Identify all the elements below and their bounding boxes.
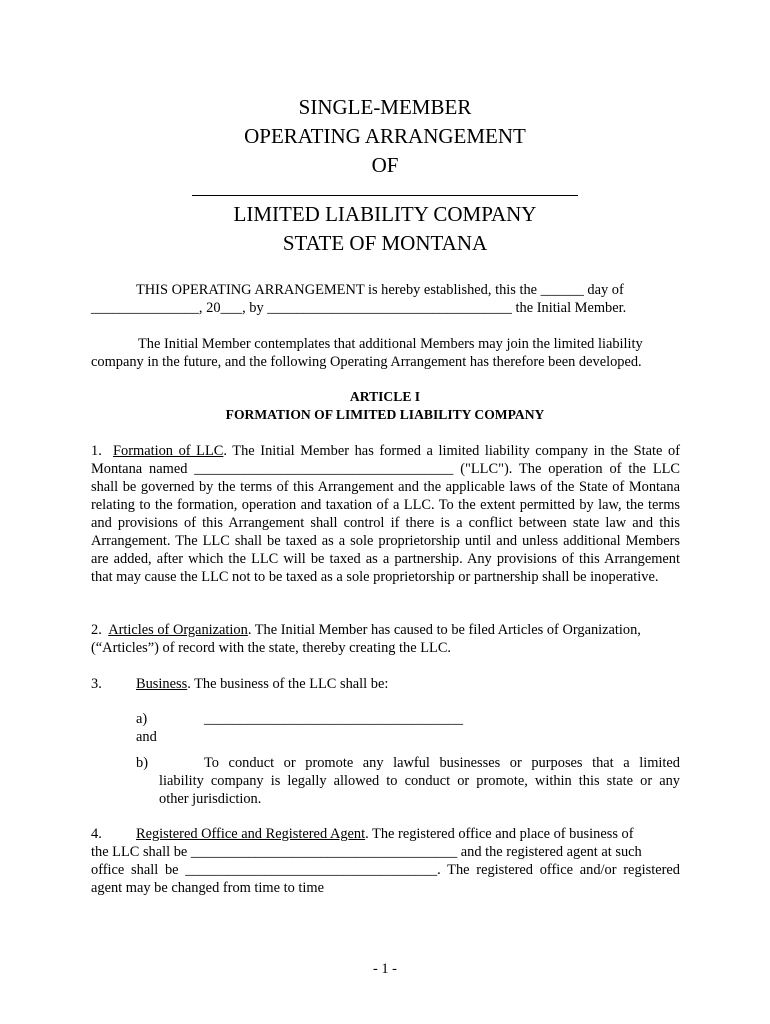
intro-line-2: _______________, 20___, by __________________________________ the Initial Member. [91,300,627,316]
section-3-body: . The business of the LLC shall be: [187,676,389,692]
section-2-heading: Articles of Organization [108,622,248,638]
item-a-and: and [136,729,157,745]
company-name-blank-line [192,195,578,196]
title-line-state: STATE OF MONTANA [282,231,488,255]
section-2-body-line-2: (“Articles”) of record with the state, thereby creating the LLC. [91,640,452,656]
section-4-line-3: office shall be ___________________________________. The registered office and/or registered [91,862,680,878]
section-4-line-2: the LLC shall be _____________________________________ and the registered agent at such [91,844,642,860]
title-line-of: OF [371,153,399,177]
section-1-paragraph [91,442,680,586]
contemplation-line-2: company in the future, and the following Operating Arrangement has therefore been developed. [91,354,642,370]
section-3-heading-line [136,675,388,693]
item-a-label: a) [136,711,148,727]
section-4-line-1: . The registered office and place of business of [365,826,634,842]
section-4-heading-line [136,825,634,843]
section-1-number: 1. [91,443,102,459]
section-3-number: 3. [91,676,102,692]
document-title [0,93,770,180]
item-b-cont-2: other jurisdiction. [159,791,262,807]
item-b-text: To conduct or promote any lawful businesses or purposes that a limited [204,755,680,771]
title-line-single-member: SINGLE-MEMBER [298,95,472,119]
document-subtitle [0,200,770,258]
section-3-heading: Business [136,676,188,692]
article-heading: FORMATION OF LIMITED LIABILITY COMPANY [225,407,545,422]
item-b-cont-1: liability company is legally allowed to conduct or promote, within this state or any [159,773,680,789]
section-2-paragraph [91,621,680,657]
section-1-heading: Formation of LLC [113,443,224,459]
contemplation-paragraph [91,335,680,371]
title-line-operating-arrangement: OPERATING ARRANGEMENT [244,124,526,148]
section-2-number: 2. [91,622,102,638]
section-1-body: . The Initial Member has formed a limited liability company in the State of Montana named ____________________________________ ("LLC"). The operation of the LLC shall be governed by the terms of this Arrangement and the applicable laws of the State of Montana relating to the formation, operation and taxation of a LLC. To the extent permitted by law, the terms and provisions of this Arrangement shall control if there is a conflict between state law and this Arrangement. The LLC shall be taxed as a sole proprietorship until and unless additional Members are added, after which the LLC will be taxed as a partnership. Any provisions of this Arrangement that may cause the LLC not to be taxed as a sole proprietorship or partnership shall be inoperative. [91,443,681,585]
contemplation-line-1: The Initial Member contemplates that additional Members may join the limited liability [138,336,643,352]
intro-paragraph [91,281,680,317]
item-a-blank: ____________________________________ [204,711,464,727]
intro-line-1: THIS OPERATING ARRANGEMENT is hereby established, this the ______ day of [136,282,624,298]
section-4-number: 4. [91,826,102,842]
title-line-llc: LIMITED LIABILITY COMPANY [233,202,537,226]
page-number: - 1 - [373,961,397,977]
section-4-heading: Registered Office and Registered Agent [136,826,366,842]
article-number: ARTICLE I [349,389,421,404]
section-4-line-4: agent may be changed from time to time [91,880,324,896]
item-b-label: b) [136,755,148,771]
section-2-body-line-1: . The Initial Member has caused to be filed Articles of Organization, [247,622,641,638]
